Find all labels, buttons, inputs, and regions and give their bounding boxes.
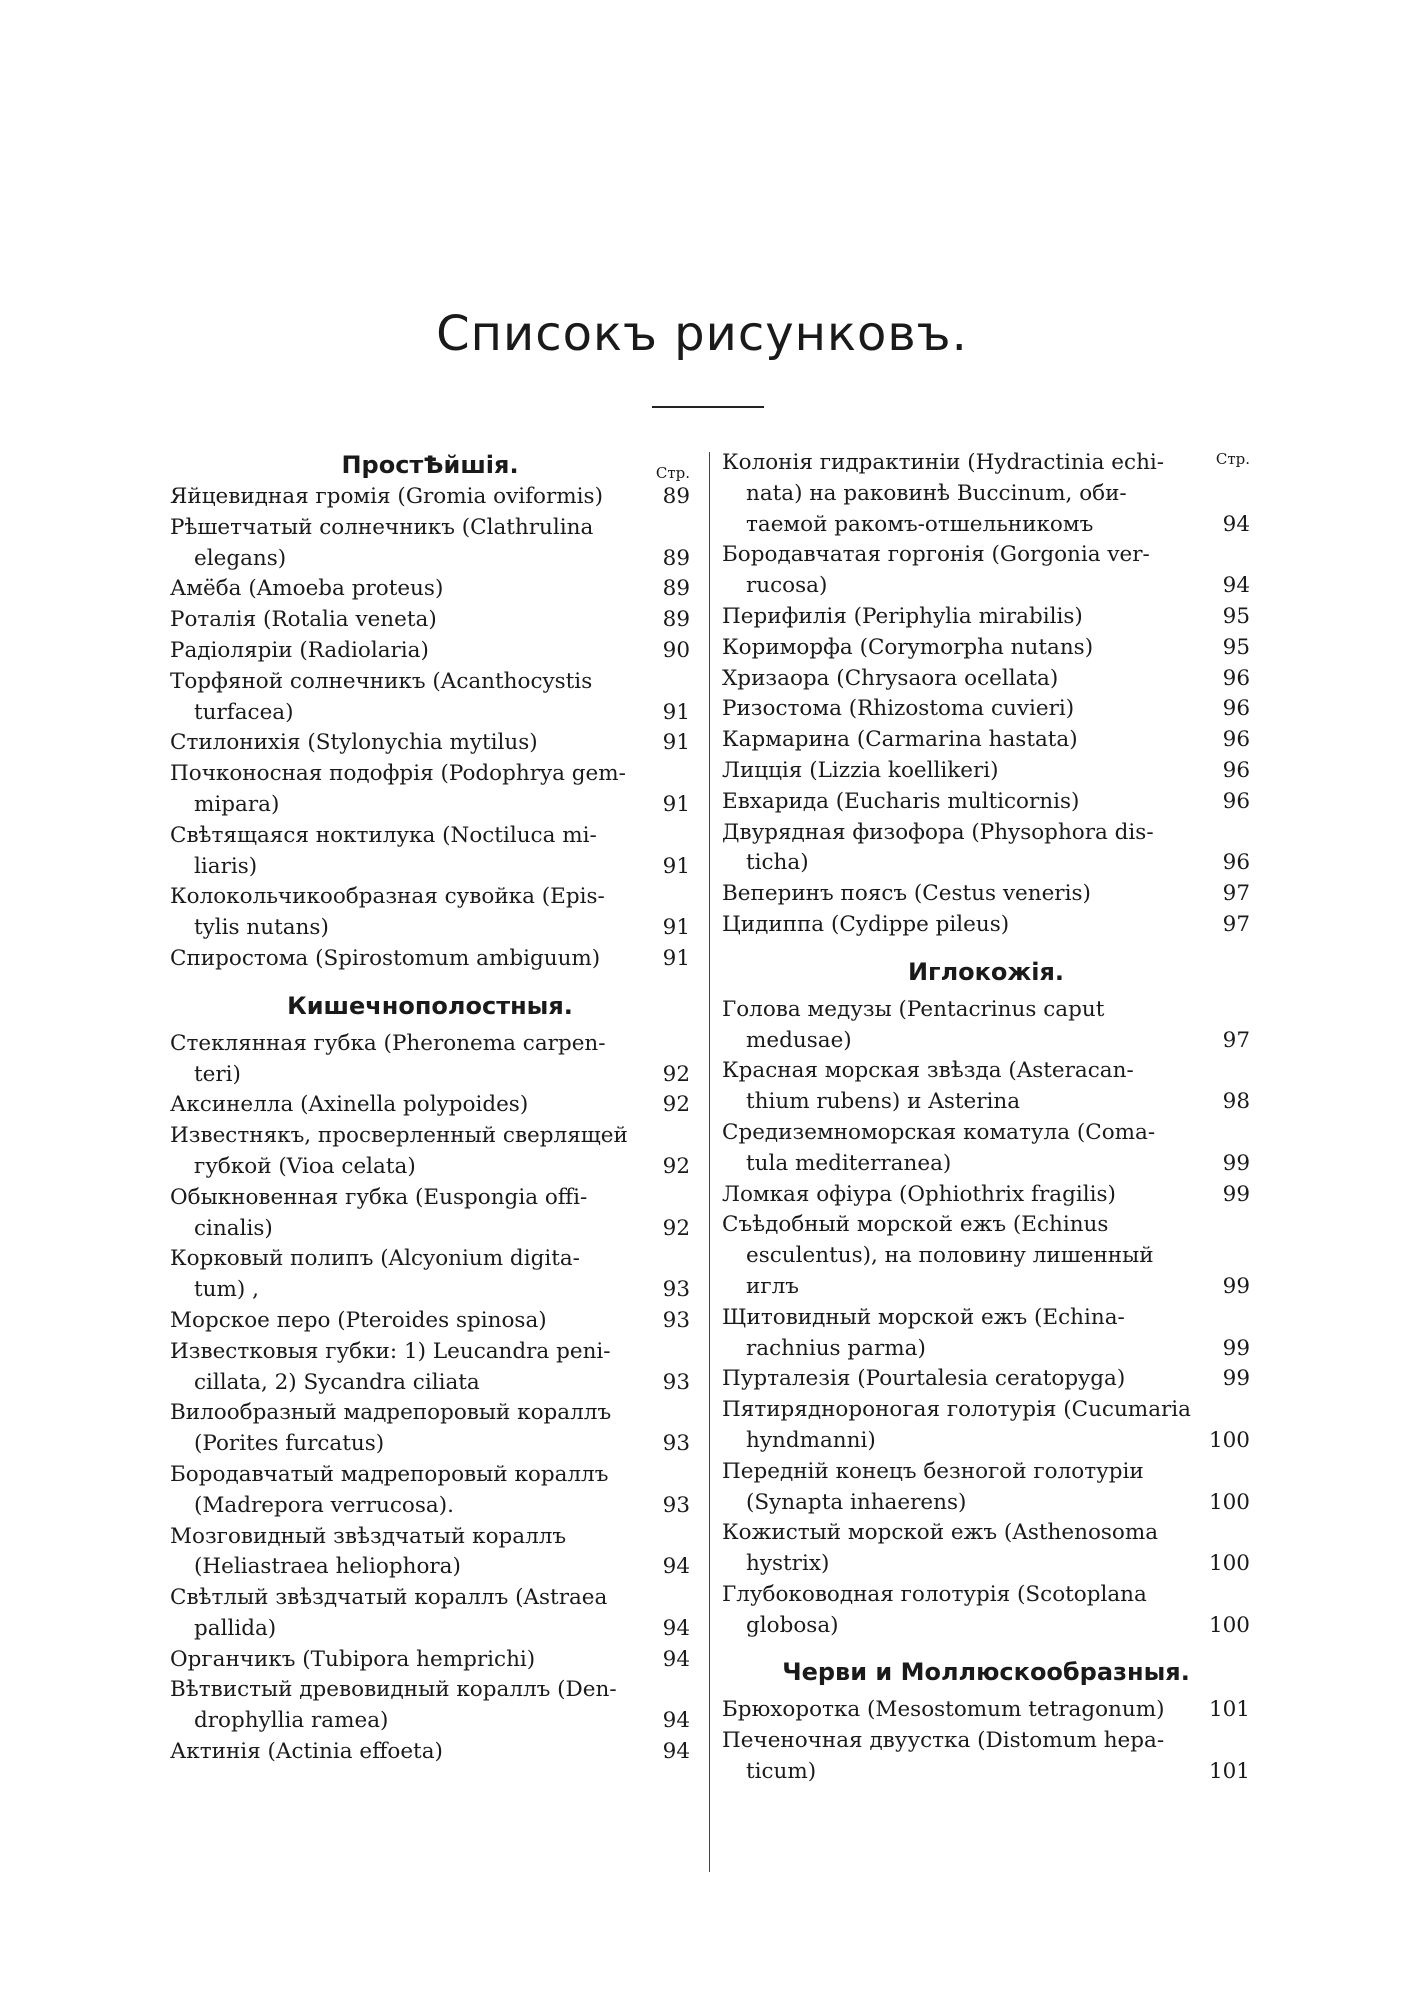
entry-line: hyndmanni) — [746, 1427, 876, 1453]
entry-line: Ломкая офіура (Ophiothrix fragilis) — [722, 1181, 1116, 1207]
page-number: 89 — [662, 607, 690, 633]
page-number: 92 — [662, 1061, 690, 1087]
page-number: 94 — [1222, 511, 1250, 537]
figure-entry — [170, 1583, 690, 1645]
figure-entry — [170, 728, 690, 759]
page-number: 92 — [662, 1215, 690, 1241]
page-number: 101 — [1208, 1697, 1250, 1723]
entry-line: Амёба (Amoeba proteus) — [170, 576, 444, 602]
section-heading-text: ПростѢйшія. — [341, 451, 519, 479]
figure-entry — [170, 605, 690, 636]
figure-entry — [170, 1029, 690, 1091]
page-number: 93 — [662, 1277, 690, 1303]
entry-line: Цидиппа (Cydippe pileus) — [722, 911, 1010, 937]
section-heading — [722, 955, 1250, 989]
page-number: 100 — [1208, 1489, 1250, 1515]
entry-line: Ризостома (Rhizostoma cuvieri) — [722, 696, 1075, 722]
figure-entry — [170, 1090, 690, 1121]
entry-line: globosa) — [746, 1612, 839, 1638]
entry-line: таемой ракомъ-отшельникомъ — [746, 511, 1094, 537]
entry-line: Аксинелла (Axinella polypoides) — [170, 1092, 529, 1118]
entry-line: drophyllia ramea) — [194, 1708, 389, 1734]
entry-line: Кориморфа (Corymorpha nutans) — [722, 634, 1094, 660]
figure-entry — [722, 694, 1250, 725]
page-number: 92 — [662, 1092, 690, 1118]
section-heading-text: Черви и Моллюскообразныя. — [782, 1658, 1190, 1687]
figure-entry — [170, 759, 690, 821]
page-number: 91 — [662, 730, 690, 756]
entry-line: Корковый полипъ (Alcyonium digita- — [170, 1246, 580, 1272]
section-heading-text: Иглокожія. — [907, 957, 1065, 986]
entry-line: Известковыя губки: 1) Leucandra peni- — [170, 1338, 611, 1364]
entry-line: Обыкновенная губка (Euspongia offi- — [170, 1184, 588, 1210]
entry-line: Стилонихія (Stylonychia mytilus) — [170, 730, 538, 756]
page-number: 96 — [1222, 757, 1250, 783]
entry-line: (Synapta inhaerens) — [746, 1489, 967, 1515]
page-number: 91 — [662, 853, 690, 879]
page-number: 100 — [1208, 1427, 1250, 1453]
entry-line: tum) , — [194, 1277, 259, 1303]
entry-line: Перифилія (Periphylia mirabilis) — [722, 603, 1083, 629]
page-number: 97 — [1222, 881, 1250, 907]
figure-entry — [170, 1522, 690, 1584]
section-heading-text: Кишечнополостныя. — [287, 991, 573, 1020]
entry-line: Печеночная двуустка (Distomum hepa- — [722, 1728, 1165, 1754]
entry-line: hystrix) — [746, 1551, 830, 1577]
page-title: Списокъ рисунковъ. — [436, 306, 968, 362]
figure-entry — [722, 787, 1250, 818]
entry-line: elegans) — [194, 545, 287, 571]
figure-entry — [722, 1180, 1250, 1211]
figure-entry — [722, 602, 1250, 633]
page-number: 99 — [1222, 1366, 1250, 1392]
title-rule — [652, 406, 764, 408]
page-number: 94 — [662, 1554, 690, 1580]
page-number: 93 — [662, 1369, 690, 1395]
page-number: 89 — [662, 576, 690, 602]
entry-line: tylis nutans) — [194, 915, 329, 941]
entry-line: Двурядная физофора (Physophora dis- — [722, 819, 1154, 845]
entry-line: Торфяной солнечникъ (Acanthocystis — [170, 668, 593, 694]
entry-line: esculentus), на половину лишенный — [746, 1243, 1154, 1269]
page-number: 99 — [1222, 1273, 1250, 1299]
right-column — [722, 448, 1250, 1788]
page-number: 99 — [1222, 1335, 1250, 1361]
figure-entry — [722, 1726, 1250, 1788]
entry-line: Красная морская звѣзда (Asteracan- — [722, 1058, 1134, 1084]
entry-line: Свѣтящаяся ноктилука (Noctiluca mi- — [170, 822, 597, 848]
entry-line: Стеклянная губка (Pheronema carpen- — [170, 1030, 606, 1056]
page-number: 93 — [662, 1431, 690, 1457]
figure-entry — [722, 1457, 1250, 1519]
figure-entry — [722, 1580, 1250, 1642]
figure-entry — [170, 667, 690, 729]
entry-line: Глубоководная голотурія (Scotoplana — [722, 1581, 1147, 1607]
figure-entry — [722, 1518, 1250, 1580]
entry-line: Кармарина (Carmarina hastata) — [722, 727, 1078, 753]
entry-line: Щитовидный морской ежъ (Echina- — [722, 1304, 1125, 1330]
entry-line: tula mediterranea) — [746, 1150, 952, 1176]
figure-entry — [170, 482, 690, 513]
entry-line: Пурталезія (Pourtalesia ceratopyga) — [722, 1366, 1126, 1392]
page-number: 91 — [662, 791, 690, 817]
figure-entry — [170, 574, 690, 605]
figure-entry — [170, 1675, 690, 1737]
figure-entry — [170, 1306, 690, 1337]
entry-line: Колонія гидрактиніи (Hydractinia echi- — [722, 450, 1165, 475]
entry-line: Актинія (Actinia effoeta) — [170, 1739, 443, 1765]
entry-line: ticum) — [746, 1759, 817, 1785]
entry-line: turfacea) — [194, 699, 294, 725]
entry-line: (Heliastraea heliophora) — [194, 1554, 461, 1580]
entry-line: (Porites furcatus) — [194, 1431, 385, 1457]
figure-entry — [170, 944, 690, 975]
entry-line: Передній конецъ безногой голотуріи — [722, 1458, 1144, 1484]
entry-line: Брюхоротка (Mesostomum tetragonum) — [722, 1697, 1165, 1723]
figure-entry — [170, 1244, 690, 1306]
page-number: 89 — [662, 545, 690, 571]
entry-line: cillata, 2) Sycandra ciliata — [194, 1369, 480, 1395]
page-number: 96 — [1222, 727, 1250, 753]
figure-entry — [722, 1364, 1250, 1395]
entry-line: Свѣтлый звѣздчатый кораллъ (Astraea — [170, 1585, 608, 1611]
page-number: 92 — [662, 1153, 690, 1179]
figure-entry — [170, 882, 690, 944]
figure-entry — [722, 448, 1250, 540]
section-heading — [170, 448, 690, 482]
figure-entry — [722, 818, 1250, 880]
entry-line: губкой (Vioa celata) — [194, 1153, 416, 1179]
page-number: 94 — [662, 1739, 690, 1765]
entry-line: Органчикъ (Tubipora hemprichi) — [170, 1646, 536, 1672]
figure-entry — [722, 910, 1250, 941]
entry-line: Почконосная подофрія (Podophrya gem- — [170, 761, 626, 787]
figure-entry — [170, 1460, 690, 1522]
page-number: 97 — [1222, 1027, 1250, 1053]
page-number: 100 — [1208, 1612, 1250, 1638]
page-number: 95 — [1222, 603, 1250, 629]
figure-entry — [722, 1118, 1250, 1180]
page-number: 100 — [1208, 1551, 1250, 1577]
entry-line: Кожистый морской ежъ (Asthenosoma — [722, 1520, 1159, 1546]
entry-line: Хризаора (Chrysaora ocellata) — [722, 665, 1059, 691]
page-number: 94 — [662, 1708, 690, 1734]
figure-entry — [170, 1121, 690, 1183]
section-heading — [170, 989, 690, 1023]
entry-line: Колокольчикообразная сувойка (Epis- — [170, 884, 605, 910]
entry-line: Роталія (Rotalia veneta) — [170, 607, 437, 633]
figure-entry — [722, 540, 1250, 602]
entry-line: Радіоляріи (Radiolaria) — [170, 637, 429, 663]
page-number: 91 — [662, 915, 690, 941]
left-column — [170, 448, 690, 1768]
entry-line: Известнякъ, просверленный сверлящей — [170, 1123, 628, 1149]
figure-entry — [722, 1303, 1250, 1365]
entry-line: Спиростома (Spirostomum ambiguum) — [170, 945, 601, 971]
figure-entry — [722, 879, 1250, 910]
page-number: 94 — [662, 1615, 690, 1641]
entry-line: Рѣшетчатый солнечникъ (Clathrulina — [170, 514, 594, 540]
entry-line: ticha) — [746, 850, 809, 876]
figure-entry — [170, 1337, 690, 1399]
entry-line: Съѣдобный морской ежъ (Echinus — [722, 1212, 1109, 1238]
figure-entry — [170, 821, 690, 883]
entry-line: Вѣтвистый древовидный кораллъ (Den- — [170, 1677, 617, 1703]
entry-line: rachnius parma) — [746, 1335, 926, 1361]
page-number: 93 — [662, 1307, 690, 1333]
page-number: 96 — [1222, 788, 1250, 814]
figure-entry — [722, 1395, 1250, 1457]
entry-line: Мозговидный звѣздчатый кораллъ — [170, 1523, 567, 1549]
page-column-label: Стр. — [655, 464, 690, 482]
entry-line: thium rubens) и Asterina — [746, 1089, 1021, 1115]
figure-entry — [722, 995, 1250, 1057]
entry-line: Яйцевидная громія (Gromia oviformis) — [170, 484, 603, 509]
entry-line: pallida) — [194, 1615, 277, 1641]
entry-line: rucosa) — [746, 573, 828, 599]
page-number: 94 — [1222, 573, 1250, 599]
page-number: 101 — [1208, 1759, 1250, 1785]
page-number: 96 — [1222, 850, 1250, 876]
entry-line: liaris) — [194, 853, 258, 879]
section-heading — [722, 1655, 1250, 1689]
figure-entry — [722, 1695, 1250, 1726]
figure-entry — [170, 1398, 690, 1460]
entry-line: Морское перо (Pteroides spinosa) — [170, 1307, 547, 1333]
figure-entry — [170, 1737, 690, 1768]
page-number: 89 — [662, 484, 690, 509]
page-number: 97 — [1222, 911, 1250, 937]
entry-line: Евхарида (Eucharis multicornis) — [722, 788, 1080, 814]
figure-entry — [722, 1056, 1250, 1118]
entry-line: Бородавчатая горгонія (Gorgonia ver- — [722, 542, 1150, 568]
page-number: 95 — [1222, 634, 1250, 660]
figure-entry — [722, 1210, 1250, 1302]
figure-entry — [722, 756, 1250, 787]
figure-entry — [722, 725, 1250, 756]
page-number: 91 — [662, 699, 690, 725]
entry-line: Голова медузы (Pentacrinus caput — [722, 996, 1105, 1022]
entry-line: mipara) — [194, 791, 280, 817]
figure-entry — [170, 636, 690, 667]
page-number: 99 — [1222, 1181, 1250, 1207]
figure-entry — [722, 633, 1250, 664]
page-number: 96 — [1222, 665, 1250, 691]
page-number: 99 — [1222, 1150, 1250, 1176]
entry-line: Вилообразный мадрепоровый кораллъ — [170, 1400, 612, 1426]
page-number: 90 — [662, 637, 690, 663]
figure-entry — [170, 513, 690, 575]
figure-entry — [170, 1183, 690, 1245]
entry-line: (Madrepora verrucosa). — [194, 1492, 454, 1518]
column-divider — [709, 452, 710, 1872]
entry-line: cinalis) — [194, 1215, 273, 1241]
figure-entry — [170, 1645, 690, 1676]
entry-line: Лицція (Lizzia koellikeri) — [722, 757, 999, 783]
entry-line: teri) — [194, 1061, 241, 1087]
page-number: 93 — [662, 1492, 690, 1518]
page-column-label: Стр. — [1215, 450, 1250, 468]
figure-entry — [722, 664, 1250, 695]
entry-line: Пятиряднороногая голотурія (Cucumaria — [722, 1397, 1191, 1423]
page-number: 94 — [662, 1646, 690, 1672]
entry-line: Веперинъ поясъ (Cestus veneris) — [722, 881, 1091, 907]
page-number: 91 — [662, 945, 690, 971]
entry-line: medusae) — [746, 1027, 852, 1053]
page-number: 96 — [1222, 696, 1250, 722]
entry-line: иглъ — [746, 1273, 799, 1299]
entry-line: Средиземноморская коматула (Coma- — [722, 1119, 1156, 1145]
page-number: 98 — [1222, 1089, 1250, 1115]
entry-line: nata) на раковинѣ Buccinum, оби- — [746, 480, 1127, 506]
entry-line: Бородавчатый мадрепоровый кораллъ — [170, 1461, 609, 1487]
